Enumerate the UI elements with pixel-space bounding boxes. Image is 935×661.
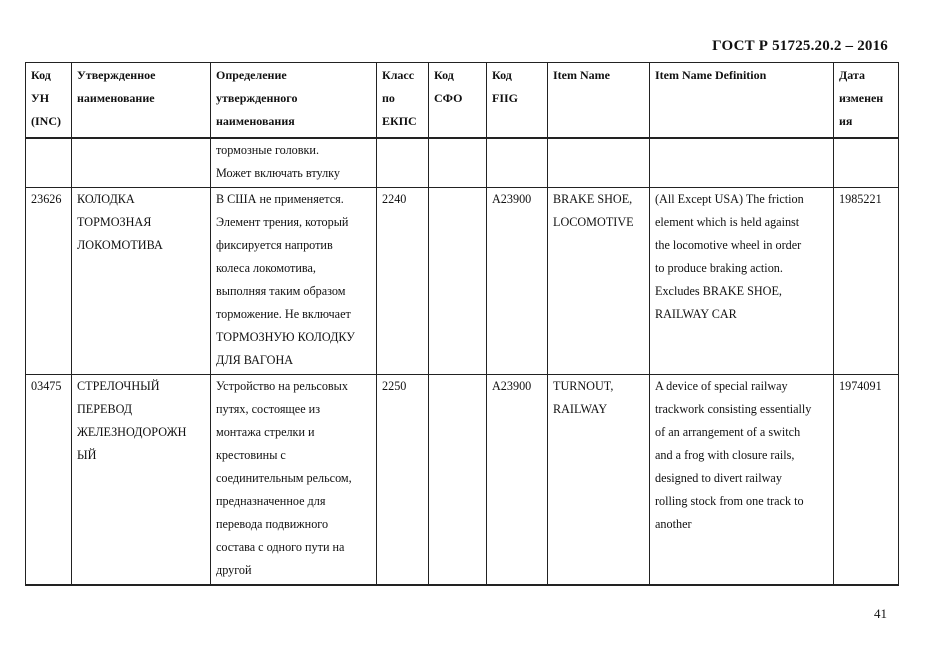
cell-fiig: A23900 — [487, 187, 548, 374]
page-number: 41 — [874, 606, 887, 621]
cell-name: КОЛОДКА ТОРМОЗНАЯ ЛОКОМОТИВА — [72, 187, 211, 374]
header-inc: Код УН (INC) — [26, 63, 72, 138]
standard-designation: ГОСТ Р 51725.20.2 – 2016 — [712, 38, 888, 54]
cell-item-definition — [650, 138, 834, 188]
header-item-name: Item Name — [548, 63, 650, 138]
cell-inc — [26, 138, 72, 188]
header-item-definition: Item Name Definition — [650, 63, 834, 138]
cell-fiig: A23900 — [487, 374, 548, 585]
cell-sfo — [429, 374, 487, 585]
cell-name — [72, 138, 211, 188]
cell-name: СТРЕЛОЧНЫЙ ПЕРЕВОД ЖЕЛЕЗНОДОРОЖН ЫЙ — [72, 374, 211, 585]
cell-date: 1974091 — [834, 374, 899, 585]
header-approved-name: Утвержденное наименование — [72, 63, 211, 138]
header-row — [26, 63, 899, 138]
header-sfo: Код СФО — [429, 63, 487, 138]
cell-class: 2240 — [377, 187, 429, 374]
cell-sfo — [429, 187, 487, 374]
cell-date: 1985221 — [834, 187, 899, 374]
header-fiig: Код FIIG — [487, 63, 548, 138]
table-row — [26, 187, 899, 374]
header-change-date: Дата изменен ия — [834, 63, 899, 138]
cell-item-name: TURNOUT, RAILWAY — [548, 374, 650, 585]
cell-definition: Устройство на рельсовых путях, состоящее из монтажа стрелки и крестовины с соединительным рельсом, предназначенное для перевода подвижного состава с одного пути на другой — [211, 374, 377, 585]
table-row — [26, 374, 899, 585]
cell-date — [834, 138, 899, 188]
spec-table — [25, 62, 899, 586]
cell-fiig — [487, 138, 548, 188]
cell-item-definition: A device of special railway trackwork consisting essentially of an arrangement of a switch and a frog with closure rails, designed to divert railway rolling stock from one track to another — [650, 374, 834, 585]
cell-sfo — [429, 138, 487, 188]
header-class: Класс по ЕКПС — [377, 63, 429, 138]
cell-class — [377, 138, 429, 188]
cell-definition: тормозные головки. Может включать втулку — [211, 138, 377, 188]
cell-inc: 03475 — [26, 374, 72, 585]
cell-definition: В США не применяется. Элемент трения, который фиксируется напротив колеса локомотива, выполняя таким образом торможение. Не включает ТОРМОЗНУЮ КОЛОДКУ ДЛЯ ВАГОНА — [211, 187, 377, 374]
cell-item-definition: (All Except USA) The friction element which is held against the locomotive wheel in order to produce braking action. Excludes BRAKE SHOE, RAILWAY CAR — [650, 187, 834, 374]
table-row-continuation — [26, 138, 899, 188]
cell-item-name — [548, 138, 650, 188]
cell-item-name: BRAKE SHOE, LOCOMOTIVE — [548, 187, 650, 374]
header-definition: Определение утвержденного наименования — [211, 63, 377, 138]
cell-class: 2250 — [377, 374, 429, 585]
cell-inc: 23626 — [26, 187, 72, 374]
